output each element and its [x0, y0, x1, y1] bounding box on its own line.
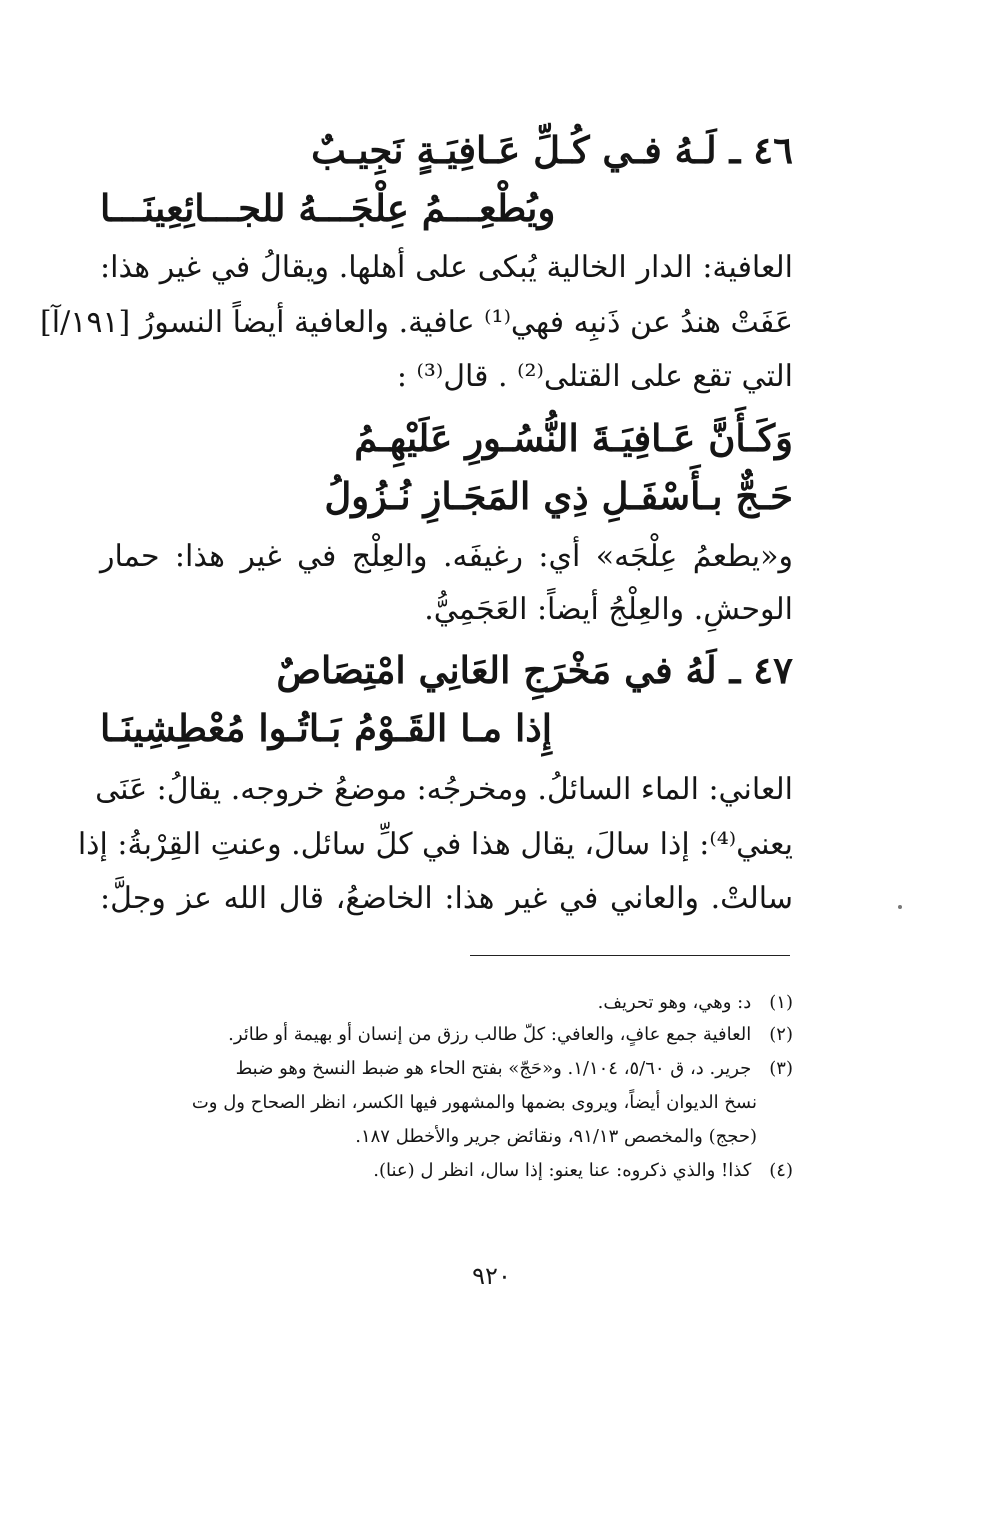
footnote-3-continuation: (حجج) والمخصص ٩١/١٣، ونقائض جرير والأخطل ١٨٧. — [355, 1126, 757, 1147]
footnote-number: (٣) — [769, 1058, 793, 1079]
footnote-1 — [100, 990, 793, 1016]
page-number: ٩٢٠ — [472, 1262, 511, 1290]
commentary-line: يعني⁽⁴⁾: إذا سالَ، يقال هذا في كلِّ سائل. وعنتِ القِرْبةُ: إذا — [77, 827, 793, 862]
footnote-4 — [100, 1158, 793, 1184]
footnote-number: (٢) — [769, 1024, 793, 1045]
commentary-line: التي تقع على القتلى⁽²⁾ . قال⁽³⁾ : — [396, 359, 793, 394]
footnote-3 — [100, 1056, 793, 1082]
footnote-divider — [470, 955, 790, 956]
footnote-text: جرير. د، ق ٥/٦٠، ١/١٠٤. و«حَجّ» بفتح الحاء هو ضبط النسخ وهو ضبط — [235, 1058, 752, 1079]
footnote-number: (٤) — [769, 1160, 793, 1181]
verse-46-first-hemistich: ٤٦ ـ لَـهُ فـي كُـلِّ عَـافِيَـةٍ نَجِيـبٌ — [311, 128, 793, 172]
footnote-2 — [100, 1022, 793, 1048]
commentary-line: العاني: الماء السائلُ. ومخرجُه: موضعُ خروجه. يقالُ: عَنَى — [95, 772, 793, 807]
verse-46-second-hemistich: ويُطْعِـــمُ عِلْجَـــهُ للجـــائِعِينَـــا — [100, 186, 556, 230]
verse-47-second-hemistich: إِذا مـا القَـوْمُ بَـاتُـوا مُعْطِشِينَـا — [100, 706, 553, 750]
quoted-verse-first-hemistich: وَكَـأَنَّ عَـافِيَـةَ النُّسُـورِ عَلَيْهِـمُ — [354, 416, 793, 460]
footnote-text: العافية جمع عافٍ، والعافي: كلّ طالب رزق من إنسان أو بهيمة أو طائر. — [228, 1024, 752, 1045]
commentary-line: سالتْ. والعاني في غير هذا: الخاضعُ، قال الله عز وجلَّ: — [100, 881, 793, 916]
verse-47-first-hemistich: ٤٧ ـ لَهُ في مَخْرَجِ العَانِي امْتِصَاصٌ — [276, 648, 793, 692]
footnote-text: كذا! والذي ذكروه: عنا يعنو: إذا سال، انظر ل (عنا). — [373, 1160, 752, 1181]
commentary-line: العافية: الدار الخالية يُبكى على أهلها. ويقالُ في غير هذا: — [100, 250, 793, 285]
margin-mark — [898, 905, 902, 909]
commentary-line: عَفَتْ هندُ عن ذَنبِه فهي⁽¹⁾ عافية. والعافية أيضاً النسورُ [١٩١/آ] — [40, 305, 793, 340]
footnote-3-continuation: نسخ الديوان أيضاً، ويروى بضمها والمشهور فيها الكسر، انظر الصحاح ول وت — [191, 1092, 757, 1113]
commentary-line: الوحشِ. والعِلْجُ أيضاً: العَجَمِيُّ. — [424, 592, 793, 627]
footnote-number: (١) — [769, 992, 793, 1013]
footnote-text: د: وهي، وهو تحريف. — [597, 992, 752, 1013]
commentary-line: و«يطعمُ عِلْجَه» أي: رغيفَه. والعِلْج في غير هذا: حمار — [100, 539, 793, 574]
quoted-verse-second-hemistich: حَـجٌّ بـأَسْفَـلِ ذِي المَجَـازِ نُـزُولُ — [324, 474, 793, 518]
